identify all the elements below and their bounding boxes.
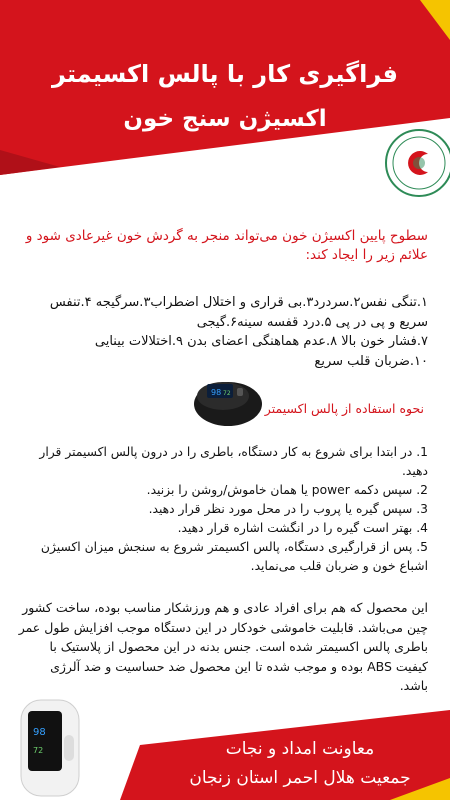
svg-text:72: 72 bbox=[223, 390, 231, 397]
step-item: 5. پس از قرارگیری دستگاه، پالس اکسیمتر شروع به سنجش میزان اکسیژن اشباع خون و ضربان قلب می‌نماید. bbox=[40, 540, 428, 573]
product-description: این محصول که هم برای افراد عادی و هم ورزشکار مناسب بوده، ساخت کشور چین می‌باشد. قابلیت خاموشی خودکار در این دستگاه موجب افزایش طول عمر باطری پالس اکسیمتر شده است. جنس بدنه در این محصول از پلاستیک با کیفیت ABS بوده و موجب شده تا این محصول ضد حساسیت و ضد آلرژی باشد. bbox=[18, 600, 428, 693]
symptom-line: ۱.تنگی نفس۲.سردرد۳.بی قراری و اختلال اضطراب۳.سرگیجه ۴.تنفس سریع و پی در پی ۵.درد قفسه سینه۶.گیجی bbox=[49, 295, 428, 330]
intro-text: سطوح پایین اکسیژن خون می‌تواند منجر به گردش خون غیرعادی شود و علائم زیر را ایجاد کند: bbox=[25, 228, 428, 263]
symptom-line: ۷.فشار خون بالا ۸.عدم هماهنگی اعضای بدن ۹.اختلالات بینایی bbox=[94, 334, 428, 349]
title-line-2: اکسیژن سنج خون bbox=[123, 106, 327, 132]
red-crescent-logo bbox=[384, 128, 450, 198]
pulse-oximeter-device bbox=[193, 370, 263, 430]
svg-text:72: 72 bbox=[33, 746, 44, 755]
usage-steps bbox=[18, 443, 428, 576]
step-item: 1. در ابتدا برای شروع به کار دستگاه، باطری را در درون پالس اکسیمتر قرار دهید. bbox=[39, 445, 428, 478]
svg-text:98: 98 bbox=[211, 388, 222, 397]
footer-line-1: معاونت امداد و نجات bbox=[225, 739, 375, 759]
step-item: 3. سپس گیره یا پروب را در محل مورد نظر قرار دهید. bbox=[148, 502, 428, 516]
step-item: 4. بهتر است گیره را در انگشت اشاره قرار دهید. bbox=[177, 521, 428, 535]
usage-title: نحوه استفاده از پالس اکسیمتر bbox=[264, 401, 424, 416]
svg-text:98: 98 bbox=[33, 727, 46, 738]
symptom-line: ۱۰.ضربان قلب سریع bbox=[314, 353, 428, 369]
step-item: 2. سپس دکمه power یا همان خاموش/روشن را بزنید. bbox=[146, 483, 428, 497]
footer-line-2: جمعیت هلال احمر استان زنجان bbox=[189, 768, 411, 788]
pulse-oximeter-device bbox=[16, 695, 86, 800]
symptoms-list bbox=[18, 293, 428, 371]
title-line-1: فراگیری کار با پالس اکسیمتر bbox=[52, 60, 398, 88]
